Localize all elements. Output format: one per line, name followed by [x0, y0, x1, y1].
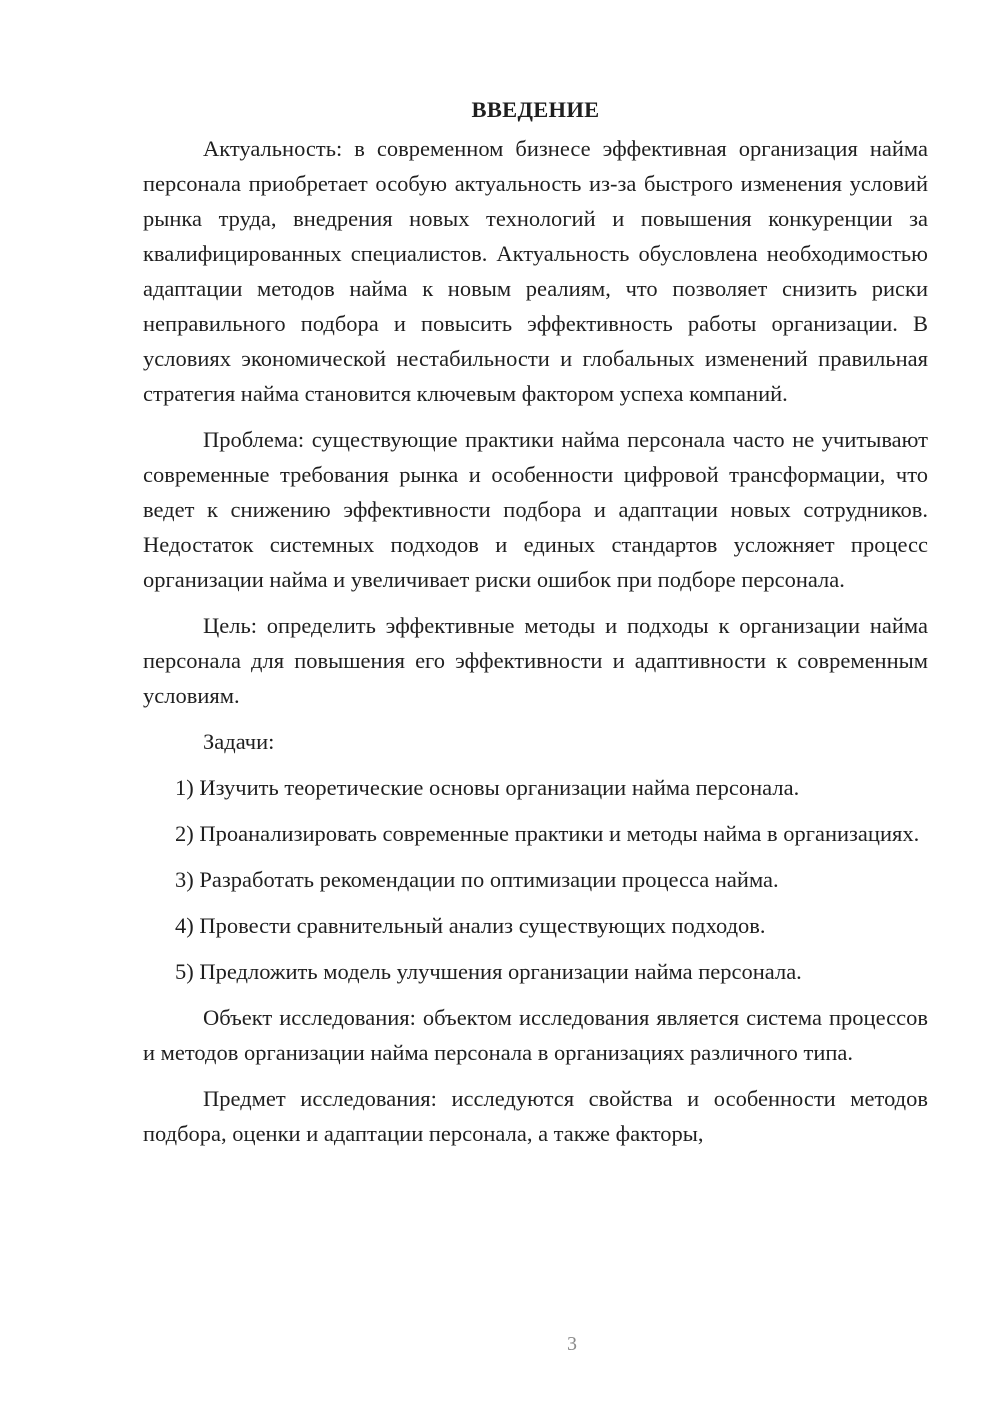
- paragraph-tasks-heading: Задачи:: [203, 729, 275, 754]
- paragraph-goal: Цель: определить эффективные методы и подходы к организации найма персонала для повышения его эффективности и адаптивности к современным условиям.: [143, 613, 928, 708]
- section-title: ВВЕДЕНИЕ: [471, 97, 600, 122]
- page-content: [143, 92, 928, 1162]
- task-item-4: 4) Провести сравнительный анализ существующих подходов.: [175, 913, 766, 938]
- paragraph-relevance: Актуальность: в современном бизнесе эффективная организация найма персонала приобретает особую актуальность из-за быстрого изменения условий рынка труда, внедрения новых технологий и повышения конкуренции за квалифицированных специалистов. Актуальность обусловлена необходимостью адаптации методов найма к новым реалиям, что позволяет снизить риски неправильного подбора и повысить эффективность работы организации. В условиях экономической нестабильности и глобальных изменений правильная стратегия найма становится ключевым фактором успеха компаний.: [143, 136, 928, 406]
- task-item-2: 2) Проанализировать современные практики и методы найма в организациях.: [175, 821, 920, 846]
- task-item-1: 1) Изучить теоретические основы организации найма персонала.: [175, 775, 800, 800]
- task-item-5: 5) Предложить модель улучшения организации найма персонала.: [175, 959, 802, 984]
- paragraph-subject: Предмет исследования: исследуются свойства и особенности методов подбора, оценки и адаптации персонала, а также факторы,: [143, 1086, 928, 1146]
- task-item-3: 3) Разработать рекомендации по оптимизации процесса найма.: [175, 867, 779, 892]
- paragraph-problem: Проблема: существующие практики найма персонала часто не учитывают современные требования рынка и особенности цифровой трансформации, что ведет к снижению эффективности подбора и адаптации новых сотрудников. Недостаток системных подходов и единых стандартов усложняет процесс организации найма и увеличивает риски ошибок при подборе персонала.: [143, 427, 928, 592]
- page-number-footer: [72, 1333, 1000, 1356]
- paragraph-object: Объект исследования: объектом исследования является система процессов и методов организации найма персонала в организациях различного типа.: [143, 1005, 928, 1065]
- page-number: 3: [567, 1333, 577, 1355]
